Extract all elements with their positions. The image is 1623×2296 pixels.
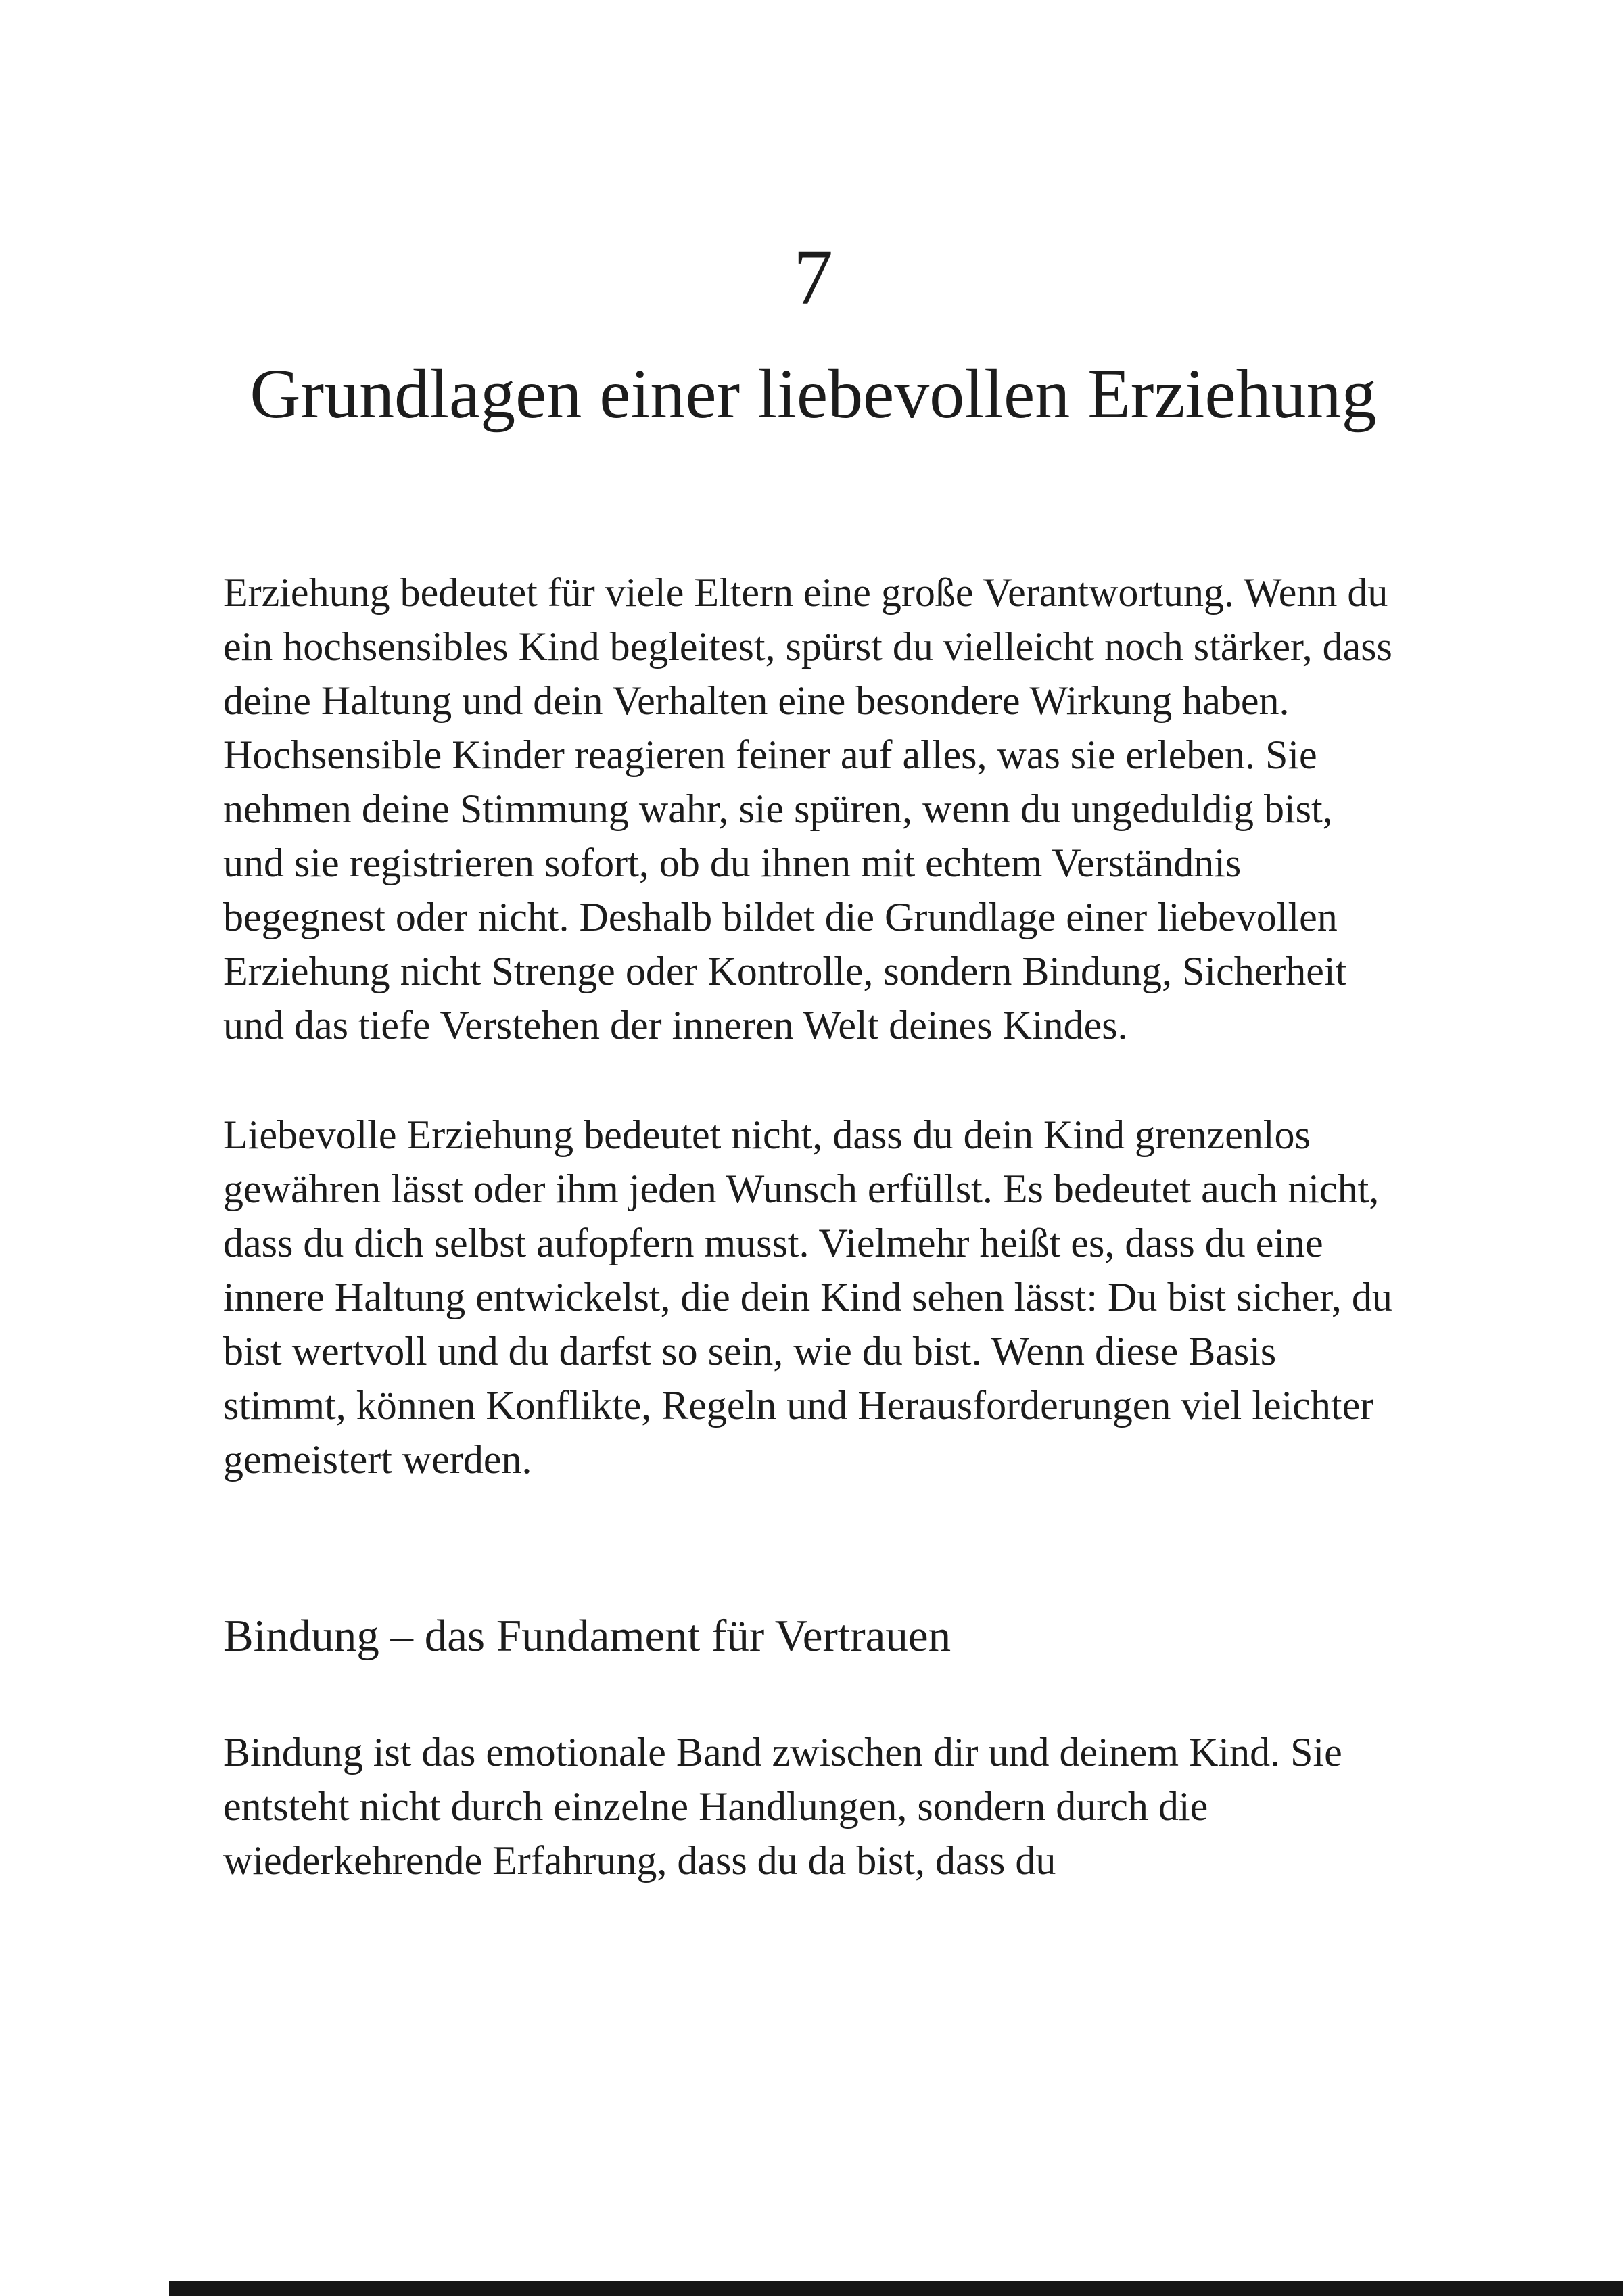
paragraph-bindung: Bindung ist das emotionale Band zwischen dir und deinem Kind. Sie entsteht nicht durch einzelne Handlungen, sondern durch die wiederkehrende Erfahrung, dass du da bist, dass du: [223, 1729, 1342, 1883]
page-content: [223, 233, 1403, 1943]
chapter-number: 7: [793, 233, 833, 321]
section-heading-bindung: Bindung – das Fundament für Vertrauen: [223, 1610, 951, 1661]
chapter-title: Grundlagen einer liebevollen Erziehung: [250, 354, 1377, 433]
paragraph-loving-parenting: Liebevolle Erziehung bedeutet nicht, dass du dein Kind grenzenlos gewähren lässt oder ihm jeden Wunsch erfüllst. Es bedeutet auch nicht, dass du dich selbst aufopfern musst. Vielmehr heißt es, dass du eine innere Haltung entwickelst, die dein Kind sehen lässt: Du bist sicher, du bist wertvoll und du darfst so sein, wie du bist. Wenn diese Basis stimmt, können Konflikte, Regeln und Herausforderungen viel leichter gemeistert werden.: [223, 1112, 1392, 1482]
page-bottom-edge-bar: [169, 2281, 1623, 2296]
paragraph-intro: Erziehung bedeutet für viele Eltern eine große Verantwortung. Wenn du ein hochsensibles Kind begleitest, spürst du vielleicht noch stärker, dass deine Haltung und dein Verhalten eine besondere Wirkung haben. Hochsensible Kinder reagieren feiner auf alles, was sie erleben. Sie nehmen deine Stimmung wahr, sie spüren, wenn du ungeduldig bist, und sie registrieren sofort, ob du ihnen mit echtem Verständnis begegnest oder nicht. Deshalb bildet die Grundlage einer liebevollen Erziehung nicht Strenge oder Kontrolle, sondern Bindung, Sicherheit und das tiefe Verstehen der inneren Welt deines Kindes.: [223, 569, 1392, 1048]
